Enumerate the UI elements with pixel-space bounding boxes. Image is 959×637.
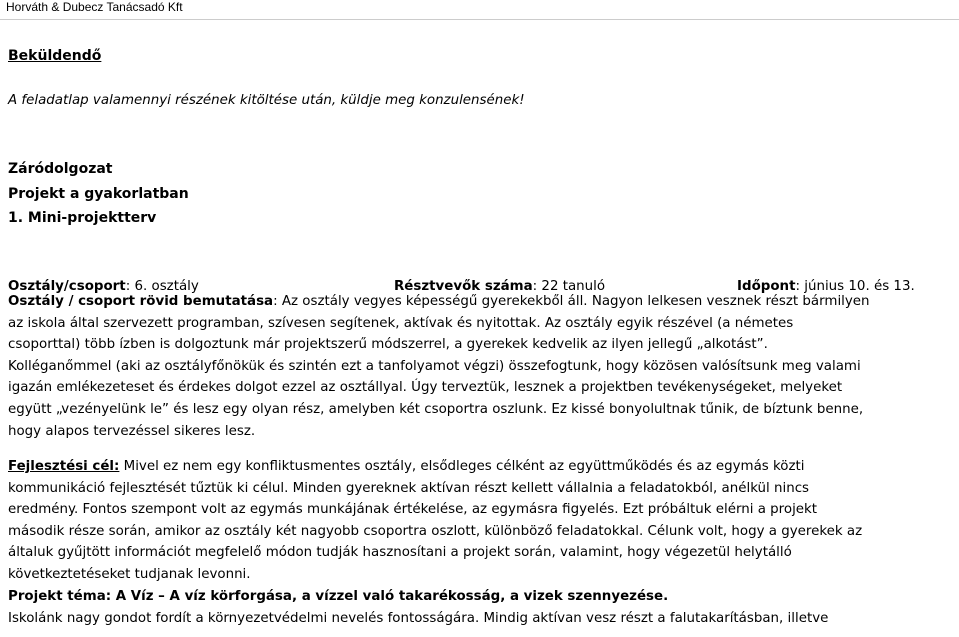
doc-title-2: Projekt a gyakorlatban [8, 186, 189, 202]
header-divider [0, 19, 959, 20]
description-line: együtt „vezényelünk le” és lesz egy olyan rész, amelyben két csoportra oszlunk. Ez kissé bonyolultnak tűnik, de bíztunk benne, [8, 401, 864, 417]
class-label: Osztály/csoport [8, 279, 126, 294]
goal-line: következtetéseket tudjanak levonni. [8, 566, 251, 582]
goal-line: eredmény. Fontos szempont volt az egymás munkájának értékelése, az egymásra figyelés. Ezt próbáltuk elérni a projekt [8, 502, 818, 518]
description-line: az iskola által szervezett programban, szívesen segítenek, aktívak és nyitottak. Az osztály egyik részével (a németes [8, 315, 794, 331]
description-line: hogy alapos tervezéssel sikeres lesz. [8, 423, 256, 439]
last-line: Iskolánk nagy gondot fordít a környezetvédelmi nevelés fontosságára. Mindig aktívan vesz részt a falutakarításban, illetve [8, 611, 829, 626]
description-label: Osztály / csoport rövid bemutatása [8, 294, 274, 309]
goal-line: Fejlesztési cél: Mivel ez nem egy konfliktusmentes osztály, elsődleges célként az együttműködés és az egymás közti [8, 459, 805, 474]
time-value: : június 10. és 13. [795, 279, 915, 294]
description-section [8, 291, 953, 442]
goal-line: második része során, amikor az osztály két nagyobb csoportra oszlott, különböző feladatokkal. Célunk volt, hogy a gyerekek az [8, 523, 863, 539]
project-topic: Projekt téma: A Víz – A víz körforgása, a vízzel való takarékosság, a vizek szennyezése. [8, 589, 669, 604]
class-value: : 6. osztály [125, 279, 199, 294]
participants-label: Résztvevők száma [394, 279, 533, 294]
submit-instruction: A feladatlap valamennyi részének kitöltése után, küldje meg konzulensének! [8, 93, 525, 108]
doc-title-3: 1. Mini-projektterv [8, 210, 157, 226]
goal-section [8, 456, 953, 586]
description-line: csoporttal) több ízben is dolgoztunk már projektszerű módszerrel, a gyerekek kedvelik az ilyen jellegű „alkotást”. [8, 337, 768, 353]
time-label: Időpont [737, 279, 796, 294]
description-line: igazán emlékezeteset és érdekes dolgot ezzel az osztállyal. Úgy terveztük, lesznek a projektben tevékenységeket, melyeket [8, 380, 843, 396]
company-name: Horváth & Dubecz Tanácsadó Kft [6, 0, 183, 14]
description-line: Kolléganőmmel (aki az osztályfőnökük és szintén ezt a tanfolyamot végzi) összefogtunk, hogy közösen valósítsunk meg valami [8, 358, 861, 374]
goal-label: Fejlesztési cél: [8, 459, 120, 474]
doc-title-1: Záródolgozat [8, 161, 113, 177]
goal-line: kommunikáció fejlesztését tűztük ki célul. Minden gyereknek aktívan részt kellett vállalnia a feladatokból, anélkül nincs [8, 480, 810, 496]
description-line: Osztály / csoport rövid bemutatása: Az osztály vegyes képességű gyerekekből áll. Nagyon lelkesen vesznek részt bármilyen [8, 294, 870, 309]
participants-value: : 22 tanuló [532, 279, 606, 294]
goal-line: általuk gyűjtött információt megfelelő módon tudják hasznosítani a projekt során, valamint, hogy végezetül helytálló [8, 545, 792, 561]
page-header [0, 0, 959, 19]
submit-title: Beküldendő [8, 48, 102, 64]
